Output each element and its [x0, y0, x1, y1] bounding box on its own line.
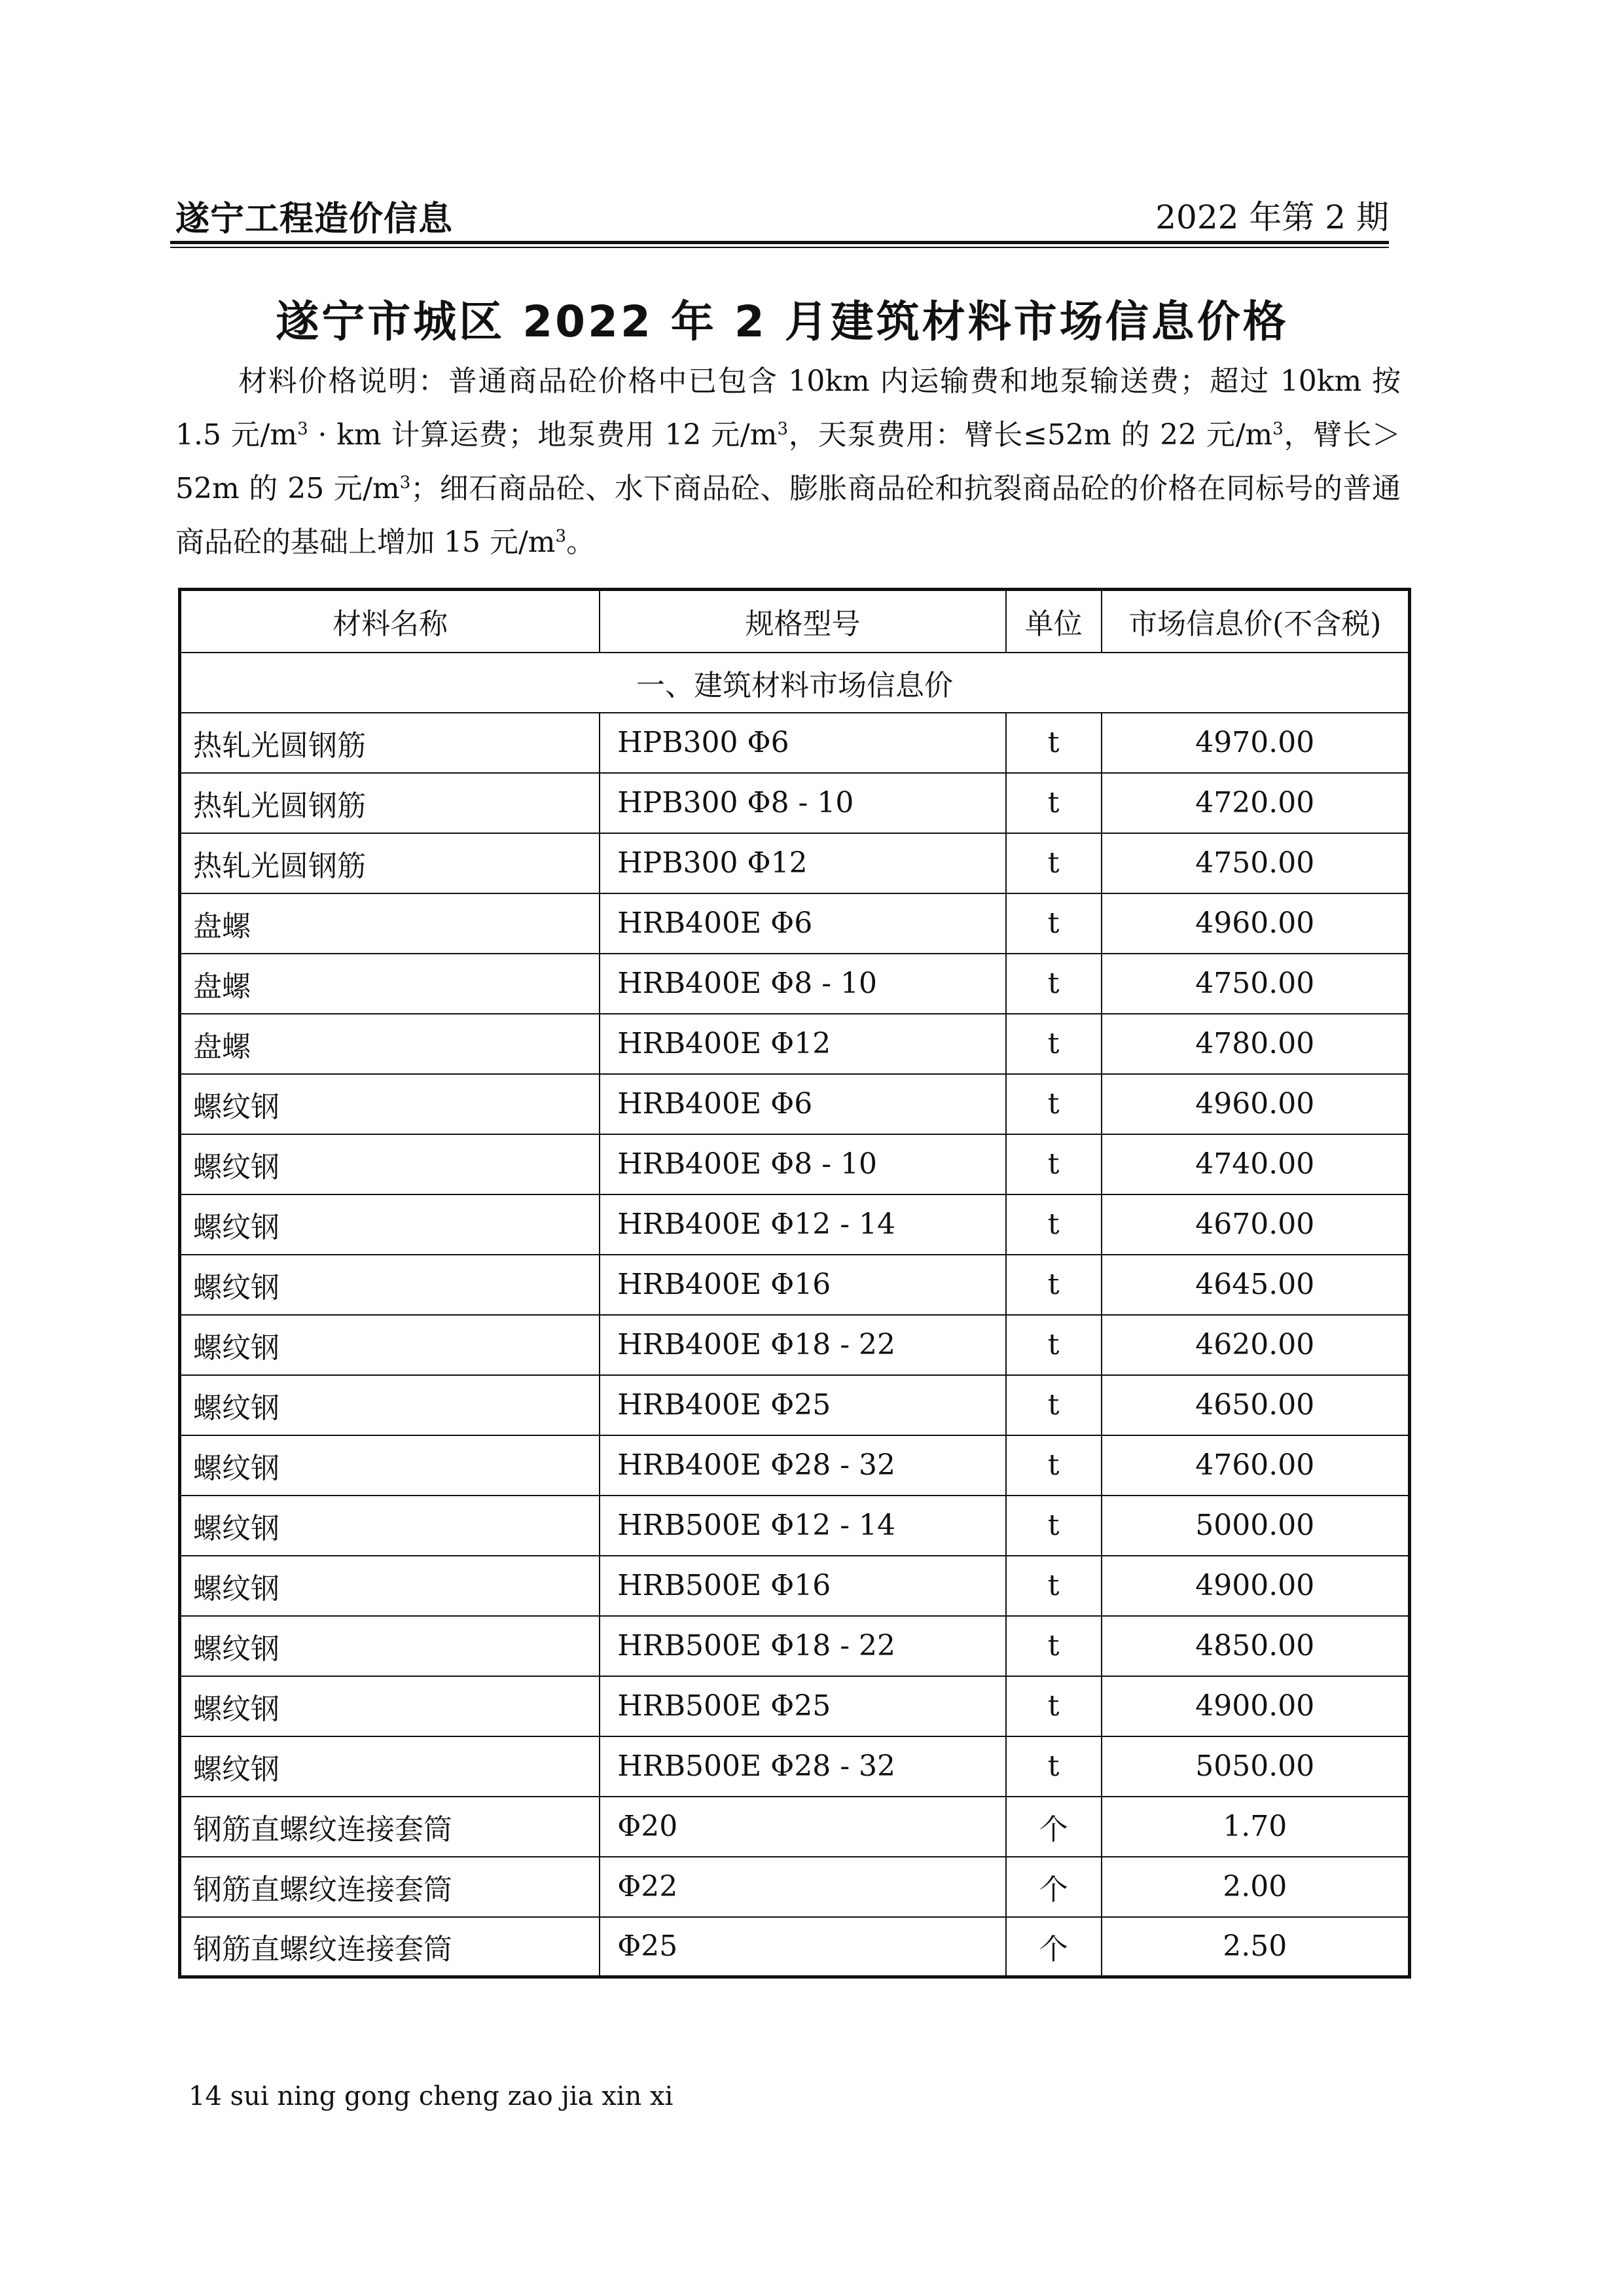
cell-name: 螺纹钢: [180, 1496, 600, 1556]
cell-spec: Φ22: [600, 1857, 1006, 1917]
cell-price: 4900.00: [1102, 1676, 1410, 1736]
cell-name: 盘螺: [180, 893, 600, 954]
col-header-name: 材料名称: [180, 590, 600, 653]
table-row: [180, 1014, 1410, 1074]
cell-name: 螺纹钢: [180, 1435, 600, 1496]
cell-unit: t: [1006, 713, 1102, 773]
cell-unit: t: [1006, 1616, 1102, 1676]
price-notes: [175, 355, 1401, 569]
header-rule: [170, 241, 1389, 244]
cell-name: 热轧光圆钢筋: [180, 713, 600, 773]
cell-price: 2.50: [1102, 1917, 1410, 1977]
note-text-6: 。: [566, 526, 596, 559]
cell-price: 4750.00: [1102, 833, 1410, 893]
cell-unit: t: [1006, 1736, 1102, 1797]
cell-price: 4970.00: [1102, 713, 1410, 773]
table-row: [180, 954, 1410, 1014]
cell-spec: HRB400E Φ6: [600, 1074, 1006, 1134]
table-row: [180, 1194, 1410, 1255]
note-text-4: ，臂长＞52m 的 25 元/m: [175, 418, 1401, 505]
col-header-spec: 规格型号: [600, 590, 1006, 653]
cell-price: 4760.00: [1102, 1435, 1410, 1496]
table-row: [180, 1255, 1410, 1315]
note-text-3: ，天泵费用：臂长≤52m 的 22 元/m: [788, 418, 1273, 452]
price-notes-paragraph: [175, 355, 1401, 569]
cell-name: 钢筋直螺纹连接套筒: [180, 1857, 600, 1917]
exponent: 3: [297, 419, 308, 439]
table-row: [180, 833, 1410, 893]
cell-spec: HRB400E Φ6: [600, 893, 1006, 954]
cell-price: 1.70: [1102, 1797, 1410, 1857]
cell-spec: Φ25: [600, 1917, 1006, 1977]
exponent: 3: [777, 419, 789, 439]
section-title: 一、建筑材料市场信息价: [180, 653, 1410, 713]
cell-unit: t: [1006, 1676, 1102, 1736]
price-table: [178, 588, 1411, 1979]
cell-unit: t: [1006, 833, 1102, 893]
cell-name: 钢筋直螺纹连接套筒: [180, 1917, 600, 1977]
cell-price: 4780.00: [1102, 1014, 1410, 1074]
table-row: [180, 1134, 1410, 1194]
cell-unit: t: [1006, 1014, 1102, 1074]
cell-unit: t: [1006, 1375, 1102, 1435]
table-row: [180, 1496, 1410, 1556]
cell-price: 4740.00: [1102, 1134, 1410, 1194]
cell-name: 螺纹钢: [180, 1194, 600, 1255]
cell-price: 4670.00: [1102, 1194, 1410, 1255]
table-row: [180, 1797, 1410, 1857]
cell-spec: HPB300 Φ6: [600, 713, 1006, 773]
note-text-2: · km 计算运费；地泵费用 12 元/m: [308, 418, 778, 452]
cell-name: 钢筋直螺纹连接套筒: [180, 1797, 600, 1857]
table-row: [180, 1616, 1410, 1676]
cell-spec: Φ20: [600, 1797, 1006, 1857]
cell-name: 螺纹钢: [180, 1255, 600, 1315]
table-header-row: [180, 590, 1410, 653]
cell-spec: HRB500E Φ25: [600, 1676, 1006, 1736]
table-row: [180, 773, 1410, 833]
table-row: [180, 1676, 1410, 1736]
cell-name: 螺纹钢: [180, 1375, 600, 1435]
cell-name: 螺纹钢: [180, 1676, 600, 1736]
cell-unit: t: [1006, 1134, 1102, 1194]
cell-spec: HRB400E Φ25: [600, 1375, 1006, 1435]
cell-price: 4645.00: [1102, 1255, 1410, 1315]
cell-name: 螺纹钢: [180, 1134, 600, 1194]
cell-price: 4650.00: [1102, 1375, 1410, 1435]
cell-unit: t: [1006, 1074, 1102, 1134]
table-row: [180, 1857, 1410, 1917]
exponent: 3: [555, 526, 567, 547]
cell-spec: HRB400E Φ18 - 22: [600, 1315, 1006, 1375]
cell-spec: HRB400E Φ12 - 14: [600, 1194, 1006, 1255]
cell-name: 螺纹钢: [180, 1736, 600, 1797]
note-text-5: ；细石商品砼、水下商品砼、膨胀商品砼和抗裂商品砼的价格在同标号的普通商品砼的基础上增加 15 元/m: [175, 472, 1401, 559]
cell-spec: HRB400E Φ28 - 32: [600, 1435, 1006, 1496]
cell-spec: HRB400E Φ16: [600, 1255, 1006, 1315]
cell-unit: t: [1006, 893, 1102, 954]
note-text-1: 材料价格说明：普通商品砼价格中已包含 10km 内运输费和地泵输送费；超过 10km 按 1.5 元/m: [175, 365, 1401, 452]
cell-unit: t: [1006, 1556, 1102, 1616]
table-row: [180, 893, 1410, 954]
header-rule-thin: [170, 247, 1389, 248]
cell-price: 4900.00: [1102, 1556, 1410, 1616]
cell-unit: t: [1006, 1255, 1102, 1315]
cell-price: 4720.00: [1102, 773, 1410, 833]
cell-price: 4620.00: [1102, 1315, 1410, 1375]
table-row: [180, 1435, 1410, 1496]
cell-spec: HRB400E Φ8 - 10: [600, 1134, 1006, 1194]
col-header-unit: 单位: [1006, 590, 1102, 653]
cell-spec: HPB300 Φ12: [600, 833, 1006, 893]
exponent: 3: [1272, 419, 1284, 439]
cell-unit: t: [1006, 1435, 1102, 1496]
page-title: 遂宁市城区 2022 年 2 月建筑材料市场信息价格: [276, 296, 1289, 347]
section-row: [180, 653, 1410, 713]
cell-price: 4850.00: [1102, 1616, 1410, 1676]
cell-price: 4960.00: [1102, 893, 1410, 954]
cell-name: 热轧光圆钢筋: [180, 833, 600, 893]
issue-number: 2022 年第 2 期: [1155, 198, 1389, 236]
cell-unit: 个: [1006, 1857, 1102, 1917]
table-row: [180, 1074, 1410, 1134]
cell-name: 盘螺: [180, 954, 600, 1014]
page-footer: 14 sui ning gong cheng zao jia xin xi: [189, 2081, 674, 2111]
cell-name: 热轧光圆钢筋: [180, 773, 600, 833]
table-row: [180, 1736, 1410, 1797]
cell-unit: 个: [1006, 1797, 1102, 1857]
table-row: [180, 713, 1410, 773]
cell-price: 5050.00: [1102, 1736, 1410, 1797]
cell-spec: HRB400E Φ12: [600, 1014, 1006, 1074]
cell-unit: t: [1006, 1194, 1102, 1255]
cell-spec: HRB500E Φ16: [600, 1556, 1006, 1616]
cell-spec: HRB400E Φ8 - 10: [600, 954, 1006, 1014]
cell-spec: HRB500E Φ12 - 14: [600, 1496, 1006, 1556]
table-row: [180, 1375, 1410, 1435]
cell-unit: t: [1006, 954, 1102, 1014]
cell-unit: t: [1006, 1496, 1102, 1556]
cell-price: 2.00: [1102, 1857, 1410, 1917]
cell-spec: HRB500E Φ18 - 22: [600, 1616, 1006, 1676]
cell-price: 4750.00: [1102, 954, 1410, 1014]
cell-price: 4960.00: [1102, 1074, 1410, 1134]
cell-unit: 个: [1006, 1917, 1102, 1977]
cell-name: 螺纹钢: [180, 1556, 600, 1616]
running-header: [175, 191, 1389, 243]
cell-name: 螺纹钢: [180, 1315, 600, 1375]
publication-name: 遂宁工程造价信息: [175, 200, 454, 239]
cell-name: 螺纹钢: [180, 1616, 600, 1676]
cell-unit: t: [1006, 1315, 1102, 1375]
table-row: [180, 1556, 1410, 1616]
cell-price: 5000.00: [1102, 1496, 1410, 1556]
table-row: [180, 1917, 1410, 1977]
cell-spec: HRB500E Φ28 - 32: [600, 1736, 1006, 1797]
exponent: 3: [399, 473, 411, 493]
cell-spec: HPB300 Φ8 - 10: [600, 773, 1006, 833]
cell-name: 螺纹钢: [180, 1074, 600, 1134]
cell-name: 盘螺: [180, 1014, 600, 1074]
cell-unit: t: [1006, 773, 1102, 833]
col-header-price: 市场信息价(不含税): [1102, 590, 1410, 653]
table-row: [180, 1315, 1410, 1375]
